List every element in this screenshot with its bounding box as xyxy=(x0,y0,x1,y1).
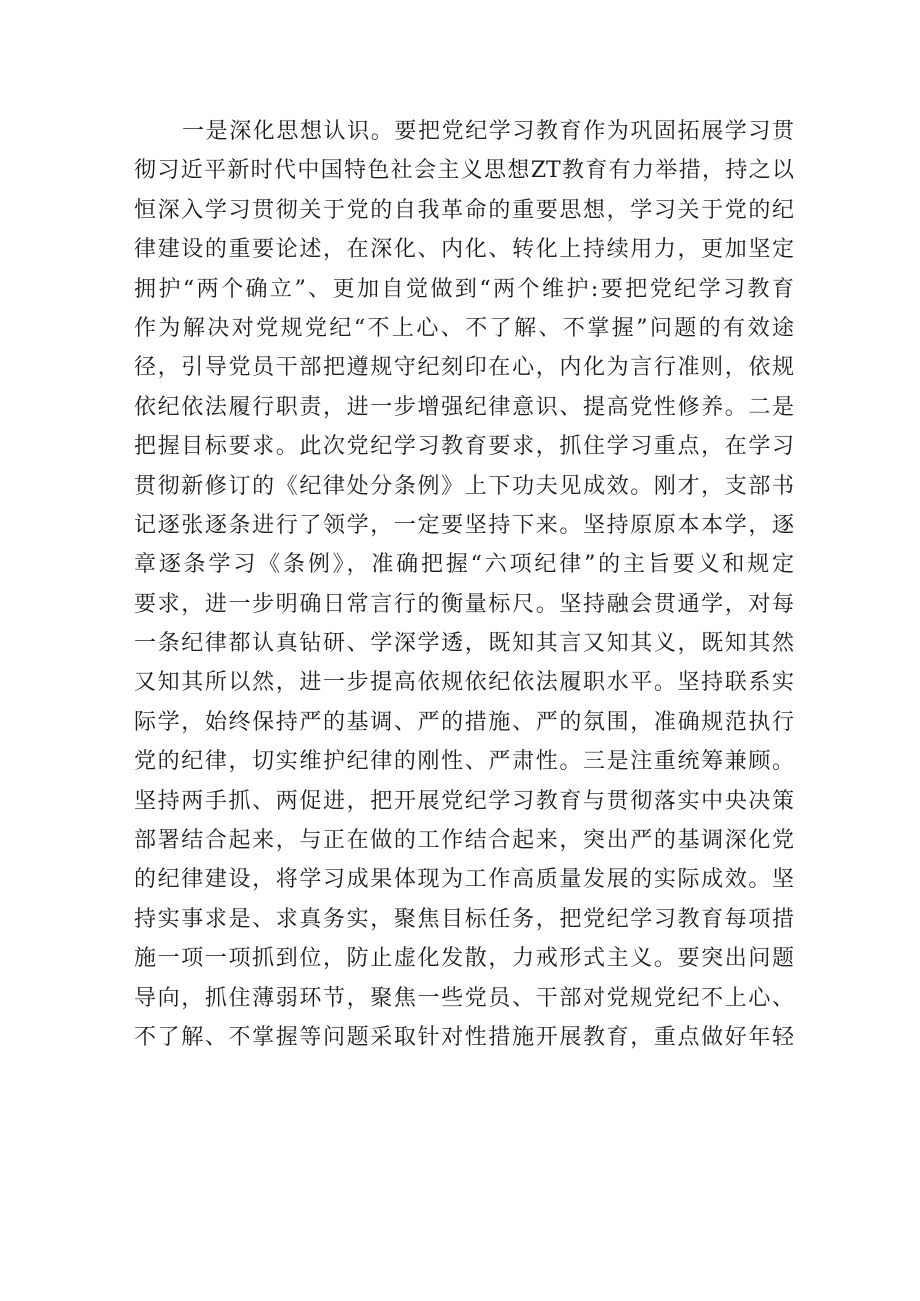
body-paragraph xyxy=(134,112,794,1057)
text-line: 拥护“两个确立”、更加自觉做到“两个维护:要把党纪学习教育 xyxy=(134,276,794,302)
text-line: 作为解决对党规党纪“不上心、不了解、不掌握”问题的有效途 xyxy=(134,315,794,341)
text-line: 贯彻新修订的《纪律处分条例》上下功夫见成效。刚才，支部书 xyxy=(134,473,794,499)
text-line: 彻习近平新时代中国特色社会主义思想ZT教育有力举措，持之以 xyxy=(134,158,794,184)
text-line: 部署结合起来，与正在做的工作结合起来，突出严的基调深化党 xyxy=(134,828,794,854)
text-line: 的纪律建设，将学习成果体现为工作高质量发展的实际成效。坚 xyxy=(134,867,794,893)
text-line: 要求，进一步明确日常言行的衡量标尺。坚持融会贯通学，对每 xyxy=(134,591,794,617)
text-line: 持实事求是、求真务实，聚焦目标任务，把党纪学习教育每项措 xyxy=(134,906,794,932)
text-line: 导向，抓住薄弱环节，聚焦一些党员、干部对党规党纪不上心、 xyxy=(134,985,794,1011)
text-line: 际学，始终保持严的基调、严的措施、严的氛围，准确规范执行 xyxy=(134,709,794,735)
text-line: 径，引导党员干部把遵规守纪刻印在心，内化为言行准则，依规 xyxy=(134,355,794,381)
text-line: 一是深化思想认识。要把党纪学习教育作为巩固拓展学习贯 xyxy=(182,119,794,144)
text-line: 记逐张逐条进行了领学，一定要坚持下来。坚持原原本本学，逐 xyxy=(134,512,794,538)
text-line: 一条纪律都认真钻研、学深学透，既知其言又知其义，既知其然 xyxy=(134,631,794,657)
text-line: 把握目标要求。此次党纪学习教育要求，抓住学习重点，在学习 xyxy=(134,434,794,460)
text-line: 依纪依法履行职责，进一步增强纪律意识、提高党性修养。二是 xyxy=(134,394,794,420)
text-line: 恒深入学习贯彻关于党的自我革命的重要思想，学习关于党的纪 xyxy=(134,197,794,223)
text-line: 又知其所以然，进一步提高依规依纪依法履职水平。坚持联系实 xyxy=(134,670,794,696)
text-line: 坚持两手抓、两促进，把开展党纪学习教育与贯彻落实中央决策 xyxy=(134,788,794,814)
text-line: 律建设的重要论述，在深化、内化、转化上持续用力，更加坚定 xyxy=(134,237,794,263)
text-line: 章逐条学习《条例》，准确把握“六项纪律”的主旨要义和规定 xyxy=(134,552,794,578)
text-line: 施一项一项抓到位，防止虚化发散，力戒形式主义。要突出问题 xyxy=(134,946,794,972)
text-line: 党的纪律，切实维护纪律的刚性、严肃性。三是注重统筹兼顾。 xyxy=(134,749,794,775)
text-line: 不了解、不掌握等问题采取针对性措施开展教育，重点做好年轻 xyxy=(134,1024,794,1050)
